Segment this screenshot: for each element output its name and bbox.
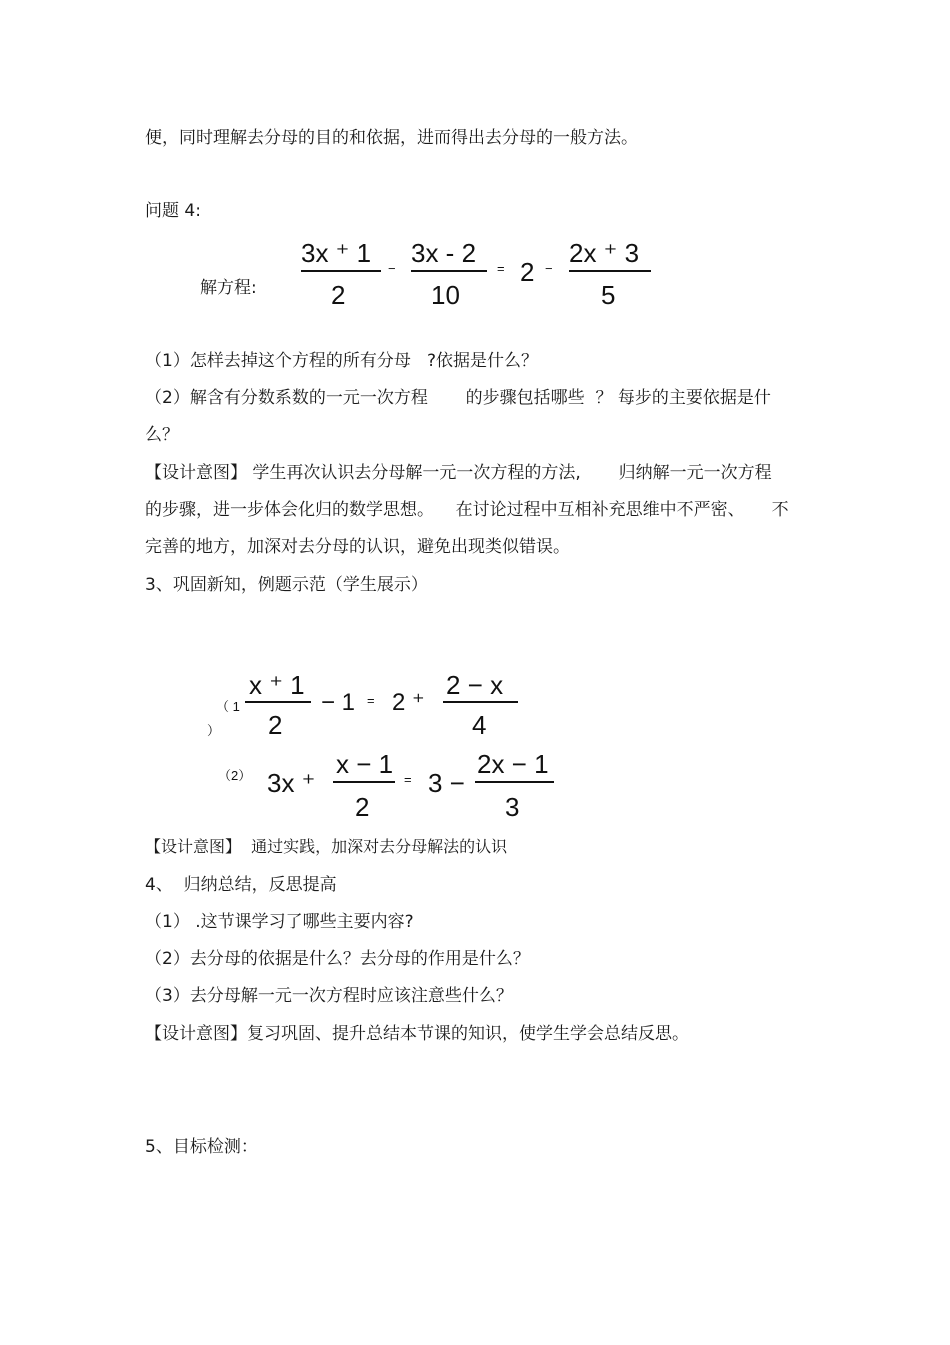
- summary-item: （3）去分母解一元一次方程时应该注意些什么？: [145, 986, 513, 1006]
- design-intent-2: 【设计意图】 通过实践，加深对去分母解法的认识: [145, 837, 508, 856]
- summary-item: （2）去分母的依据是什么？去分母的作用是什么？: [145, 949, 530, 969]
- rhs-constant: 2: [520, 257, 535, 287]
- fraction-2-bar: [411, 270, 487, 272]
- fraction-numerator: x − 1: [336, 749, 394, 779]
- fraction-1-bar: [301, 270, 381, 272]
- summary-item: （1） .这节课学习了哪些主要内容?: [145, 912, 414, 932]
- minus-one: − 1: [321, 689, 356, 716]
- fraction-bar: [475, 781, 554, 783]
- design-intent-paragraph: 的步骤，进一步体会化归的数学思想。 在讨论过程中互相补充思维中不严密、 不: [145, 500, 789, 520]
- three-minus: 3 −: [428, 768, 465, 798]
- example-1-label-close: ）: [207, 723, 221, 738]
- fraction-bar: [333, 781, 395, 783]
- lhs-term: 3x ⁺: [267, 768, 316, 798]
- equals-sign: =: [497, 261, 505, 276]
- question-item: （1）怎样去掉这个方程的所有分母 ?依据是什么？: [145, 351, 539, 371]
- question-item: 么？: [145, 425, 179, 445]
- fraction-1-denominator: 2: [331, 280, 346, 310]
- fraction-numerator: 2 − x: [446, 670, 504, 700]
- example-2-label: （2）: [218, 768, 252, 783]
- equals-sign: =: [367, 693, 375, 708]
- minus-operator-2: −: [545, 261, 553, 276]
- fraction-3-bar: [569, 270, 651, 272]
- intro-text: 便，同时理解去分母的目的和依据，进而得出去分母的一般方法。: [145, 128, 638, 148]
- question-item: （2）解含有分数系数的一元一次方程 的步骤包括哪些 ？ 每步的主要依据是什: [145, 388, 771, 408]
- fraction-1-numerator: 3x ⁺ 1: [301, 238, 372, 268]
- problem-4-label: 问题 4:: [145, 201, 201, 221]
- design-intent-paragraph: 完善的地方，加深对去分母的认识，避免出现类似错误。: [145, 537, 570, 557]
- fraction-2-denominator: 10: [431, 280, 460, 310]
- fraction-numerator: 2x − 1: [477, 749, 549, 779]
- example-1-label: （ 1: [216, 699, 240, 714]
- minus-operator: −: [388, 261, 396, 276]
- fraction-3-numerator: 2x ⁺ 3: [569, 238, 640, 268]
- solve-equation-label: 解方程:: [200, 278, 257, 298]
- section-4-heading: 4、 归纳总结，反思提高: [145, 875, 337, 895]
- design-intent-3: 【设计意图】复习巩固、提升总结本节课的知识，使学生学会总结反思。: [145, 1024, 689, 1044]
- fraction-bar: [245, 701, 311, 703]
- fraction-denominator: 2: [355, 792, 370, 822]
- equals-sign: =: [404, 772, 412, 787]
- section-3-heading: 3、巩固新知，例题示范（学生展示）: [145, 575, 428, 595]
- fraction-denominator: 4: [472, 710, 487, 740]
- fraction-2-numerator: 3x - 2: [411, 238, 477, 268]
- two-plus: 2 ⁺: [392, 689, 425, 716]
- section-5-heading: 5、目标检测：: [145, 1137, 258, 1157]
- fraction-denominator: 2: [268, 710, 283, 740]
- design-intent-paragraph: 【设计意图】 学生再次认识去分母解一元一次方程的方法, 归纳解一元一次方程: [145, 463, 772, 483]
- fraction-bar: [443, 701, 518, 703]
- fraction-denominator: 3: [505, 792, 520, 822]
- fraction-numerator: x ⁺ 1: [249, 670, 305, 700]
- fraction-3-denominator: 5: [601, 280, 616, 310]
